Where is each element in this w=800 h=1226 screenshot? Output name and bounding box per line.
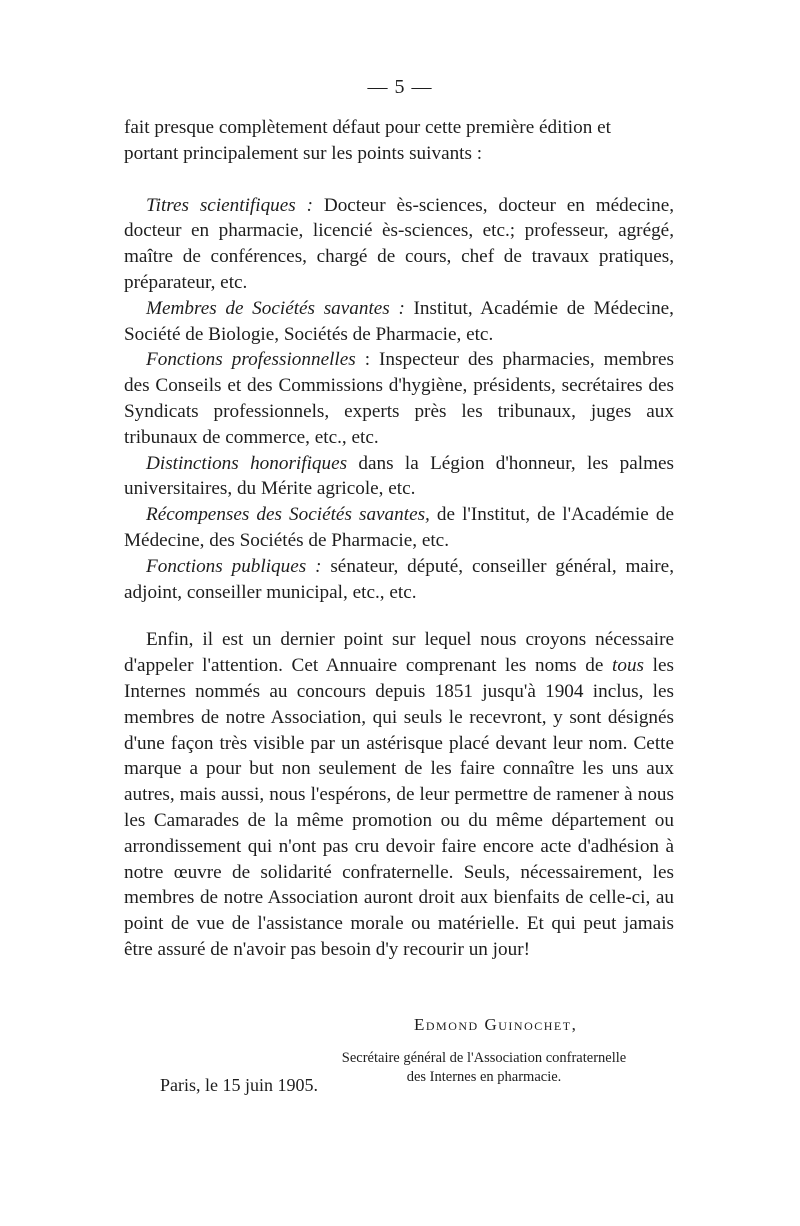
signature-role-line-1: Secrétaire général de l'Association confraternelle bbox=[341, 1050, 627, 1066]
intro-line-2: portant principalement sur les points suivants : bbox=[124, 142, 483, 164]
item-text: dans la Légion d'honneur, les palmes universitaires, du Mérite agricole, etc. bbox=[124, 452, 675, 500]
signature-role bbox=[294, 1049, 674, 1087]
body-text bbox=[124, 115, 674, 963]
item-distinctions bbox=[124, 451, 674, 503]
item-text: : Inspecteur des pharmacies, membres des Conseils et des Commissions d'hygiène, présidents, secrétaires des Syndicats professionnels, experts près les tribunaux, juges aux tribunaux de commerce, etc., etc. bbox=[124, 349, 674, 448]
item-text: Institut, Académie de Médecine, Société de Biologie, Sociétés de Pharmacie, etc. bbox=[124, 297, 674, 345]
item-label: Fonctions professionnelles bbox=[146, 349, 356, 371]
closing-text-1: Enfin, il est un dernier point sur lequel nous croyons nécessaire d'appeler l'attention. Cet Annuaire comprenant les noms de bbox=[124, 629, 674, 677]
item-label: Membres de Sociétés savantes : bbox=[146, 297, 405, 319]
closing-text-2: les Internes nommés au concours depuis 1851 jusqu'à 1904 inclus, les membres de notre Association, qui seuls le recevront, y sont désignés d'une façon très visible par un astérisque placé devant leur nom. Cette marque a pour but non seulement de les faire connaître les uns aux autres, mais aussi, nous l'espérons, de leur permettre de ramener à nous les Camarades de la même promotion ou du même département ou arrondissement qui n'ont pas cru devoir faire encore acte d'adhésion à notre œuvre de solidarité confraternelle. Seuls, nécessairement, les membres de notre Association auront droit aux bienfaits de celle-ci, au point de vue de l'assistance morale ou matérielle. Et qui peut jamais être assuré de n'avoir pas besoin d'y recourir un jour! bbox=[124, 655, 675, 960]
intro-line-1: fait presque complètement défaut pour cette première édition et bbox=[124, 117, 611, 138]
closing-paragraph bbox=[124, 627, 674, 962]
item-label: Fonctions publiques : bbox=[146, 555, 322, 577]
item-text: de l'Institut, de l'Académie de Médecine, des Sociétés de Pharmacie, etc. bbox=[124, 504, 674, 551]
signature-role-line-2: des Internes en pharmacie. bbox=[406, 1069, 562, 1085]
page-number: — 5 — bbox=[367, 76, 433, 98]
item-label: Distinctions honorifiques bbox=[146, 452, 348, 474]
item-text: Docteur ès-sciences, docteur en médecine, docteur en pharmacie, licencié ès-sciences, etc.; professeur, agrégé, maître de conférences, chargé de cours, chef de travaux pratiques, préparateur, etc. bbox=[124, 194, 675, 293]
item-fonctions-publiques bbox=[124, 554, 674, 606]
item-text: sénateur, député, conseiller général, maire, adjoint, conseiller municipal, etc., etc. bbox=[124, 555, 674, 603]
item-label: Titres scientifiques : bbox=[146, 194, 313, 216]
item-label: Récompenses des Sociétés savantes, bbox=[146, 504, 430, 526]
signature-name: Edmond Guinochet, bbox=[414, 1015, 578, 1034]
item-membres bbox=[124, 296, 674, 348]
item-titres bbox=[124, 193, 674, 296]
item-fonctions-professionnelles bbox=[124, 347, 674, 450]
closing-emphasis: tous bbox=[612, 655, 645, 677]
date-line: Paris, le 15 juin 1905. bbox=[160, 1075, 318, 1095]
intro-paragraph bbox=[124, 115, 674, 167]
item-recompenses bbox=[124, 502, 674, 554]
